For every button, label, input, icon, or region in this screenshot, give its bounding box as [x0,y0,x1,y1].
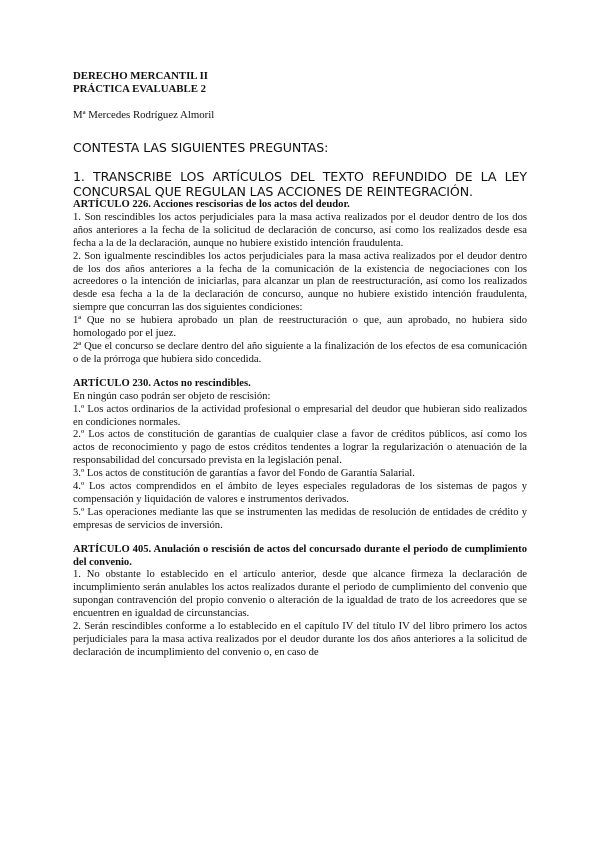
article-405 [73,544,527,660]
article-paragraph: 1ª Que no se hubiera aprobado un plan de reestructuración o que, aun aprobado, no hubiera sido homologado por el juez. [73,315,527,340]
article-title: ARTÍCULO 405. Anulación o rescisión de actos del concursado durante el periodo de cumplimiento del convenio. [73,543,527,568]
article-paragraph: 2.º Los actos de constitución de garantías de cualquier clase a favor de créditos públicos, así como los actos de reconocimiento y pago de estos créditos tendentes a lograr la regularización o atenuación de la responsabilidad del concursado prevista en la legislación penal. [73,429,527,467]
article-paragraph: 1. No obstante lo establecido en el artículo anterior, desde que alcance firmeza la declaración de incumplimiento serán anulables los actos realizados durante el periodo de cumplimiento del convenio que supongan contravención del propio convenio o alteración de la igualdad de trato de los acreedores que se encuentren en igualdad de circunstancias. [73,569,527,620]
assignment-title: PRÁCTICA EVALUABLE 2 [73,83,206,95]
author-name: Mª Mercedes Rodríguez Almoril [73,109,215,121]
article-paragraph: 3.º Los actos de constitución de garantías a favor del Fondo de Garantía Salarial. [73,468,415,480]
document-page [73,70,527,660]
course-title: DERECHO MERCANTIL II [73,70,208,82]
article-paragraph: 1.º Los actos ordinarios de la actividad profesional o empresarial del deudor que hubieran sido realizados en condiciones normales. [73,403,527,428]
article-title: ARTÍCULO 230. Actos no rescindibles. [73,377,251,389]
article-paragraph: 5.º Las operaciones mediante las que se instrumenten las medidas de resolución de entidades de crédito y empresas de servicios de inversión. [73,506,527,531]
instructions-heading: CONTESTA LAS SIGUIENTES PREGUNTAS: [73,140,329,155]
article-paragraph: 2. Son igualmente rescindibles los actos perjudiciales para la masa activa realizados por el deudor dentro de los dos años anteriores a la fecha de la comunicación de la existencia de negociaciones con los acreedores o la intención de iniciarlas, para alcanzar un plan de reestructuración, así como los realizados desde esa fecha a la de la declaración de concurso, aunque no hubiere existido intención fraudulenta, siempre que concurran las dos siguientes condiciones: [73,250,527,314]
article-paragraph: En ningún caso podrán ser objeto de rescisión: [73,390,271,402]
article-226 [73,199,527,367]
article-paragraph: 4.º Los actos comprendidos en el ámbito de leyes especiales reguladoras de los sistemas de pagos y compensación y liquidación de valores e instrumentos derivados. [73,481,527,505]
article-paragraph: 2. Serán rescindibles conforme a lo establecido en el capítulo IV del título IV del libro primero los actos perjudiciales para la masa activa realizados por el deudor durante los dos años anteriores a la solicitud de declaración de incumplimiento del convenio o, en caso de [73,621,527,658]
article-title: ARTÍCULO 226. Acciones rescisorias de los actos del deudor. [73,199,350,210]
article-paragraph: 2ª Que el concurso se declare dentro del año siguiente a la finalización de los efectos de esa comunicación o de la prórroga que hubiera sido concedida. [73,340,527,365]
article-paragraph: 1. Son rescindibles los actos perjudiciales para la masa activa realizados por el deudor dentro de los dos años anteriores a la fecha de la solicitud de declaración de concurso, así como los realizados desde esa fecha a la de la declaración, aunque no hubiere existido intención fraudulenta. [73,211,527,249]
article-230 [73,378,527,533]
question-1-heading: 1. TRANSCRIBE LOS ARTÍCULOS DEL TEXTO REFUNDIDO DE LA LEY CONCURSAL QUE REGULAN LAS ACCIONES DE REINTEGRACIÓN. [73,169,527,199]
